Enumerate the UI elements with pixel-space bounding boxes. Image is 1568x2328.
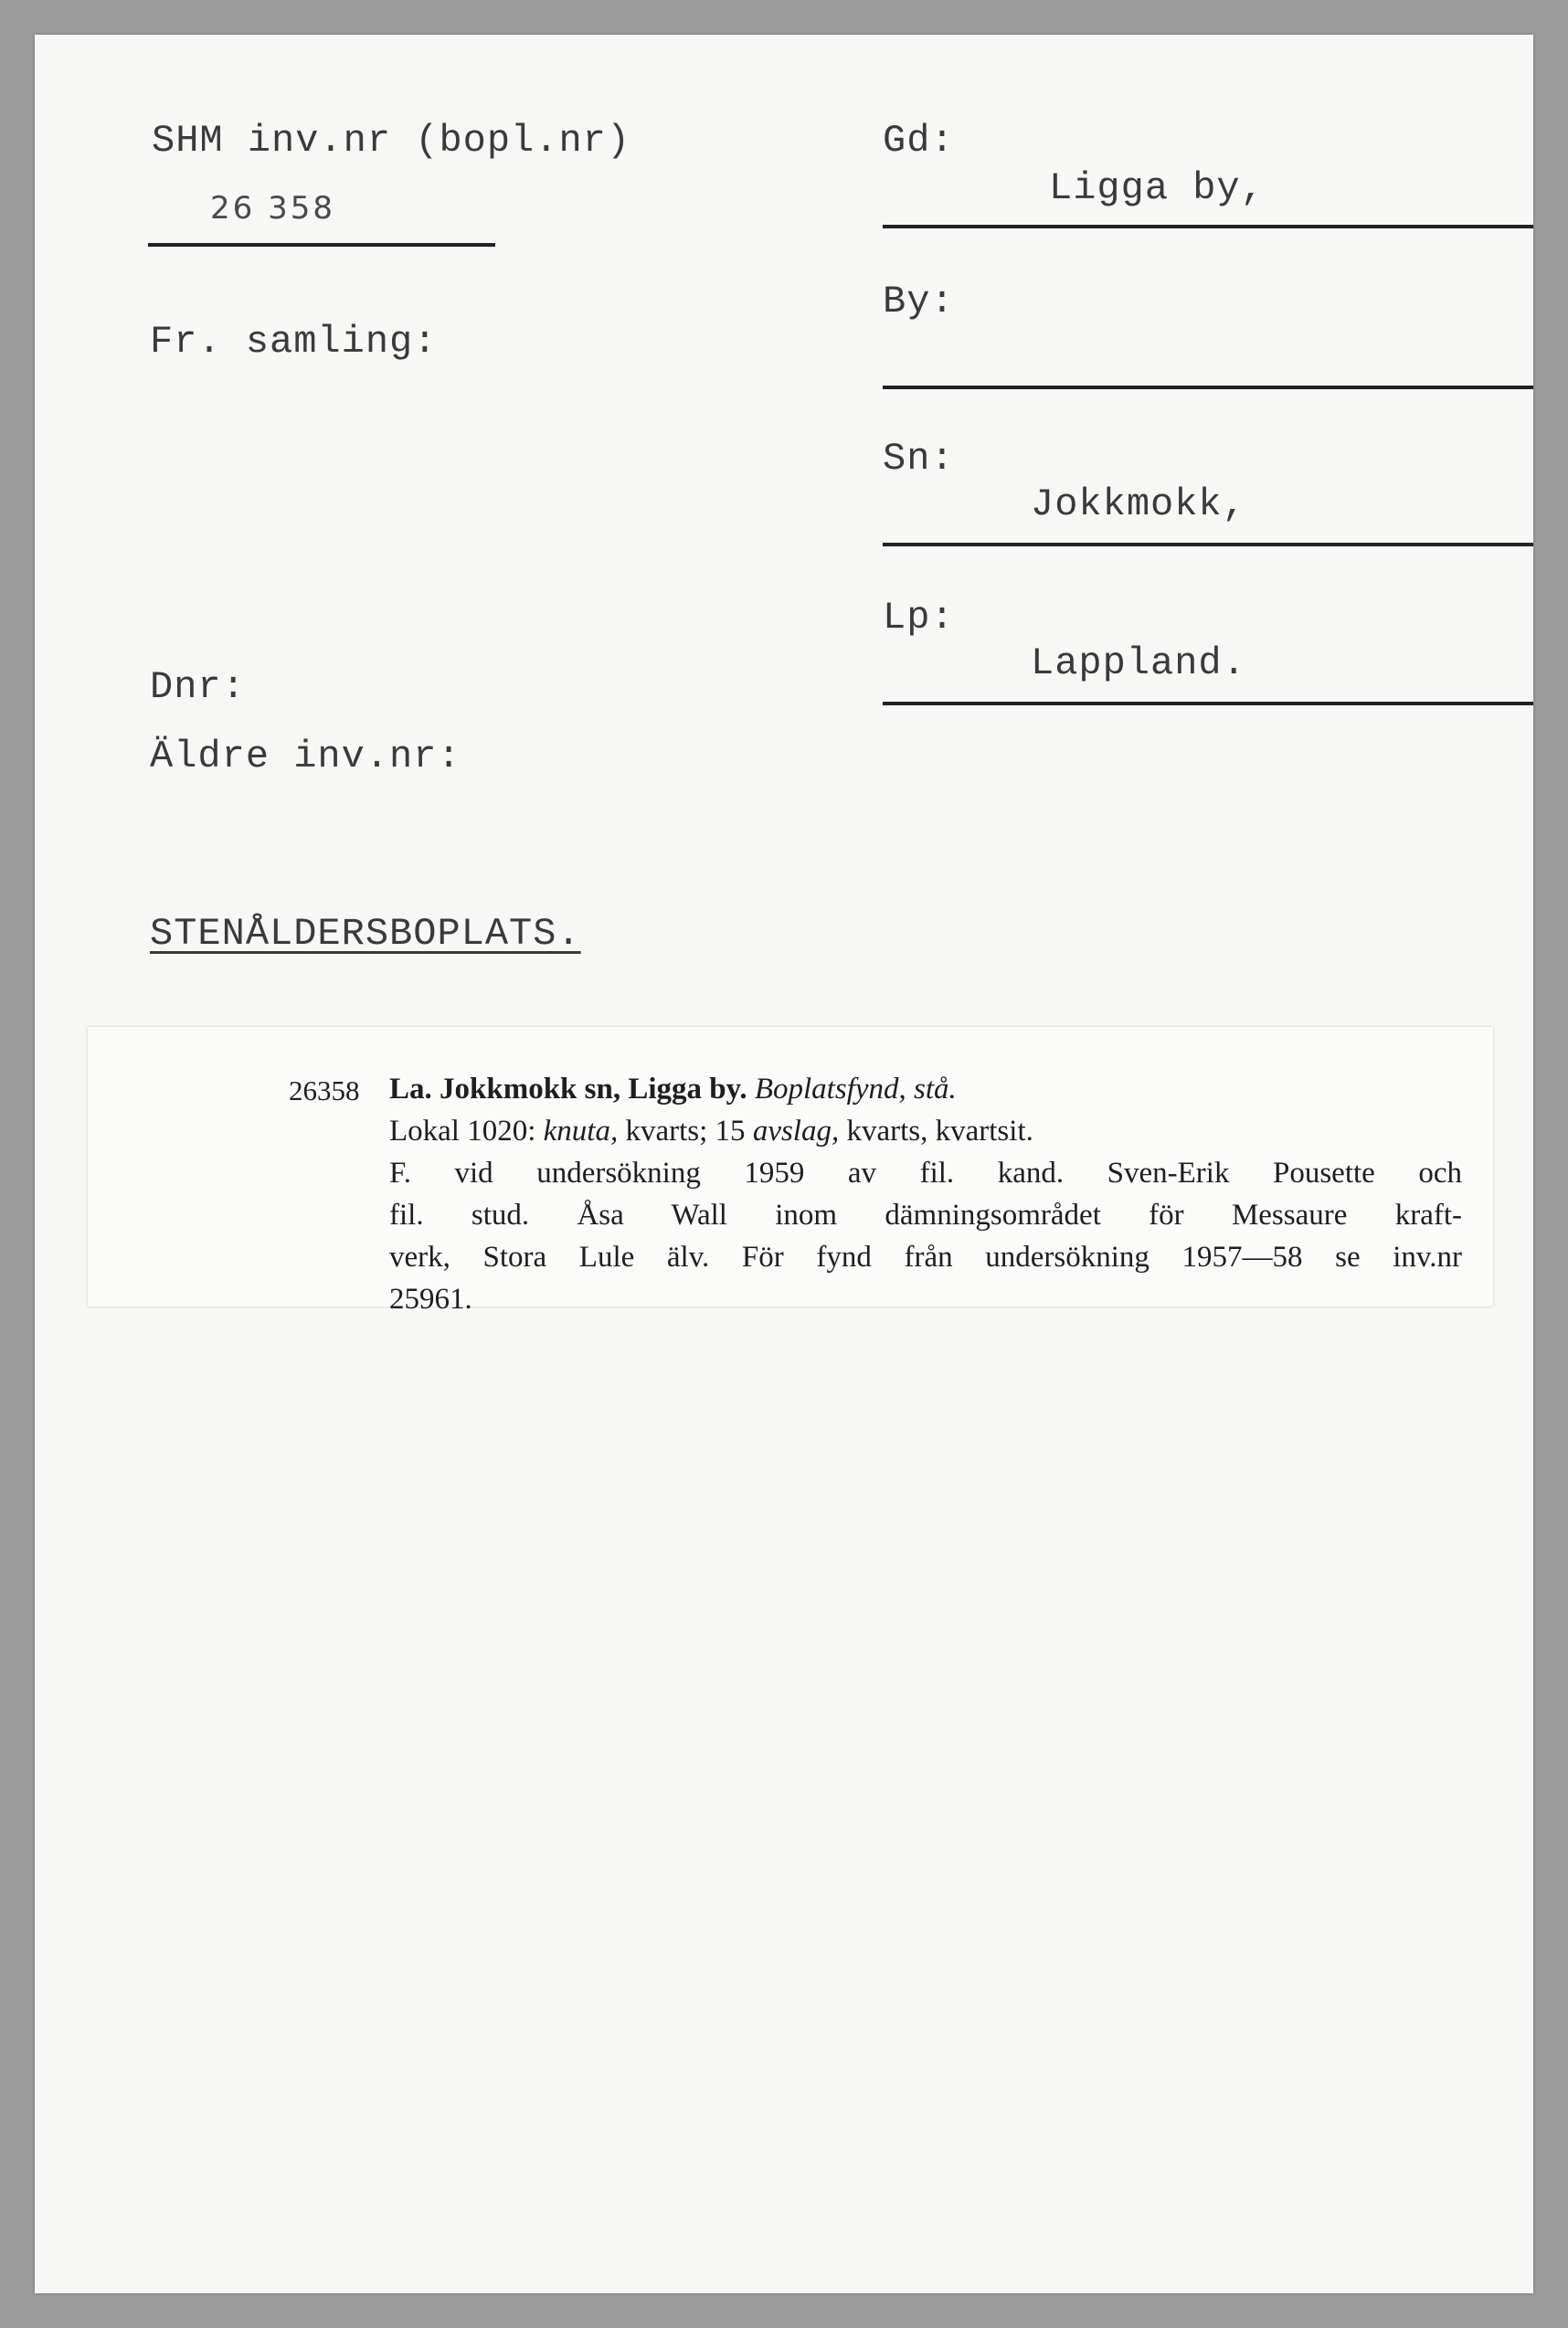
sn-value: Jokkmokk, <box>1031 482 1246 526</box>
slip-location: La. Jokkmokk sn, Ligga by. <box>389 1073 747 1106</box>
gd-rule <box>883 225 1533 228</box>
site-heading: STENÅLDERSBOPLATS. <box>150 912 581 956</box>
slip-item-avslag: avslag, <box>752 1115 840 1148</box>
aldre-inv-nr-label: Äldre inv.nr: <box>150 735 461 778</box>
inv-nr-value: 26 358 <box>210 190 335 227</box>
slip-find-type: Boplatsfynd, stå. <box>754 1073 957 1106</box>
slip-line-2 <box>389 1115 1033 1148</box>
sn-rule <box>883 543 1533 546</box>
inv-nr-rule <box>148 243 495 247</box>
lp-rule <box>883 702 1533 705</box>
catalog-card <box>35 35 1533 2293</box>
slip-line-3: F. vid undersökning 1959 av fil. kand. Sven-Erik Pousette och <box>389 1157 1462 1190</box>
fr-samling-label: Fr. samling: <box>150 320 438 364</box>
lp-label: Lp: <box>883 596 955 640</box>
inv-nr-label: SHM inv.nr (bopl.nr) <box>152 119 631 163</box>
by-rule <box>883 386 1533 389</box>
by-label: By: <box>883 280 955 323</box>
slip-item-knuta: knuta, <box>543 1115 619 1148</box>
slip-material-1: kvarts; 15 <box>625 1115 746 1148</box>
gd-label: Gd: <box>883 119 955 163</box>
dnr-label: Dnr: <box>150 665 246 709</box>
slip-locality: Lokal 1020: <box>389 1115 536 1148</box>
sn-label: Sn: <box>883 437 955 481</box>
gd-value: Ligga by, <box>1049 166 1265 210</box>
slip-line-1 <box>389 1073 957 1106</box>
slip-inv-number: 26358 <box>289 1074 360 1106</box>
slip-line-6: 25961. <box>389 1283 472 1316</box>
printed-slip <box>88 1027 1493 1316</box>
slip-line-5: verk, Stora Lule älv. För fynd från undersökning 1957—58 se inv.nr <box>389 1241 1462 1274</box>
slip-material-2: kvarts, kvartsit. <box>846 1115 1033 1148</box>
slip-line-4: fil. stud. Åsa Wall inom dämningsområdet för Messaure kraft- <box>389 1199 1462 1232</box>
lp-value: Lappland. <box>1031 641 1246 685</box>
